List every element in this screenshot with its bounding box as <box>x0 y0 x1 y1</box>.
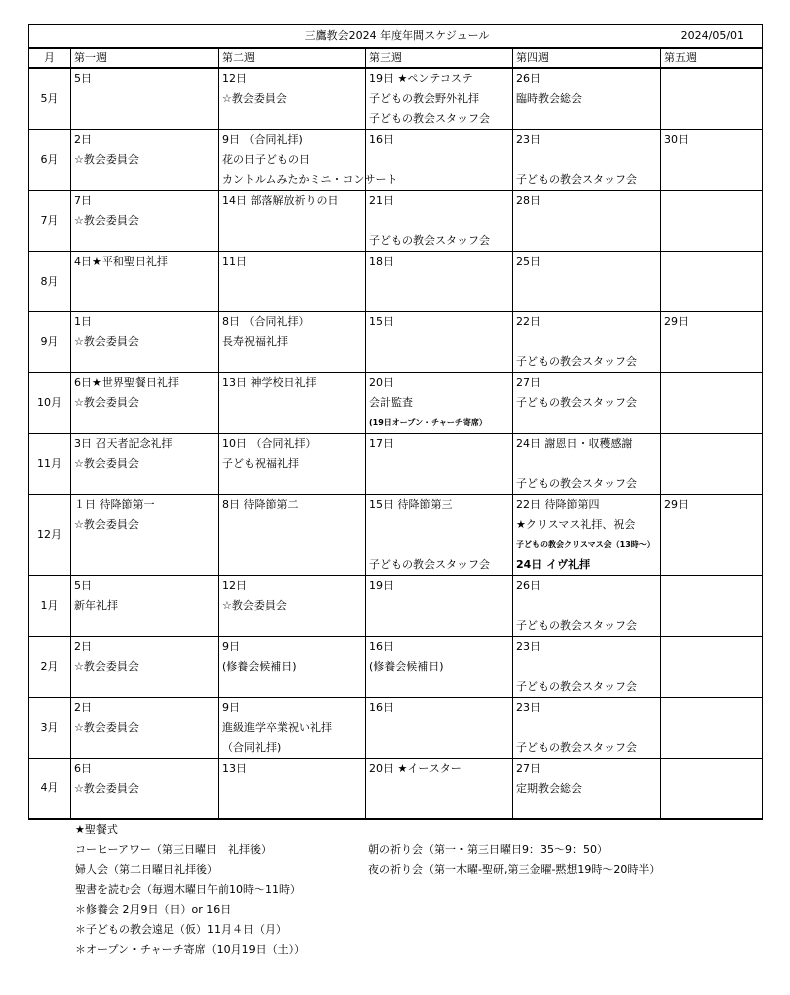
week-cell <box>513 495 661 576</box>
month-label: 12月 <box>29 495 71 576</box>
event-line: (修養会候補日) <box>222 660 297 673</box>
month-row <box>29 759 763 819</box>
event-line: 5日 <box>74 72 92 85</box>
event-line: 9日 <box>222 701 240 714</box>
event-line <box>369 535 512 555</box>
note-line: 婦人会（第二日曜日礼拝後） <box>75 863 218 876</box>
week-cell <box>71 130 219 191</box>
page-title: 三鷹教会2024 年度年間スケジュール <box>304 29 490 42</box>
event-line: 子どもの教会スタッフ会 <box>516 741 637 754</box>
event-line: 19日 <box>369 579 394 592</box>
note-line: ＊修養会 2月9日（日）or 16日 <box>75 903 232 916</box>
event-line: 9日 <box>222 640 240 653</box>
week-cell <box>513 576 661 637</box>
header-row <box>29 48 763 68</box>
month-label: 5月 <box>29 68 71 130</box>
month-label: 2月 <box>29 637 71 698</box>
event-line: ☆教会委員会 <box>74 335 139 348</box>
header-month: 月 <box>29 48 71 68</box>
week-cell <box>366 759 513 819</box>
event-line: 子ども祝福礼拝 <box>222 457 299 470</box>
event-line: 子どもの教会スタッフ会 <box>369 112 490 125</box>
event-line: 19日 ★ペンテコステ <box>369 72 473 85</box>
week-cell <box>366 373 513 434</box>
note-line: ＊子どもの教会遠足（仮）11月４日（月） <box>75 923 287 936</box>
event-line: ☆教会委員会 <box>74 153 139 166</box>
event-line: 28日 <box>516 194 541 207</box>
week-cell <box>661 130 763 191</box>
event-line: 23日 <box>516 133 541 146</box>
month-row <box>29 698 763 759</box>
week-cell <box>513 373 661 434</box>
event-line: 2日 <box>74 701 92 714</box>
week-cell <box>366 434 513 495</box>
week-cell <box>513 312 661 373</box>
header-week-2: 第二週 <box>219 48 366 68</box>
event-line: 新年礼拝 <box>74 599 118 612</box>
event-line: 子どもの教会スタッフ会 <box>516 477 637 490</box>
event-line: 10日 （合同礼拝） <box>222 437 317 450</box>
event-line: 24日 謝恩日・収穫感謝 <box>516 437 633 450</box>
month-row <box>29 68 763 130</box>
event-line <box>369 515 512 535</box>
notes-left <box>75 820 305 960</box>
event-line: 子どもの教会野外礼拝 <box>369 92 479 105</box>
week-cell <box>219 312 366 373</box>
week-cell <box>71 637 219 698</box>
event-line: 12日 <box>222 579 247 592</box>
event-line: 花の日子どもの日 <box>222 153 310 166</box>
week-cell <box>219 434 366 495</box>
event-line: 16日 <box>369 133 394 146</box>
event-line: カントルムみたかミニ・コンサート <box>222 173 398 186</box>
event-line: 25日 <box>516 255 541 268</box>
event-line: 26日 <box>516 579 541 592</box>
event-line: 22日 <box>516 315 541 328</box>
event-line: 子どもの教会スタッフ会 <box>516 396 637 409</box>
week-cell <box>71 191 219 252</box>
header-week-5: 第五週 <box>661 48 763 68</box>
week-cell <box>661 698 763 759</box>
month-row <box>29 495 763 576</box>
week-cell <box>71 312 219 373</box>
event-line: 24日 イヴ礼拝 <box>516 558 591 571</box>
event-line: 15日 <box>369 315 394 328</box>
week-cell <box>513 698 661 759</box>
event-line: 子どもの教会スタッフ会 <box>516 173 637 186</box>
notes-right <box>368 840 660 880</box>
event-line: １日 待降節第一 <box>74 498 155 511</box>
week-cell <box>661 191 763 252</box>
event-line: 子どもの教会スタッフ会 <box>516 619 637 632</box>
week-cell <box>513 191 661 252</box>
week-cell <box>661 252 763 312</box>
month-label: 11月 <box>29 434 71 495</box>
week-cell <box>661 68 763 130</box>
header-week-1: 第一週 <box>71 48 219 68</box>
event-line: 27日 <box>516 376 541 389</box>
week-cell <box>366 637 513 698</box>
week-cell <box>71 68 219 130</box>
event-line: 13日 神学校日礼拝 <box>222 376 317 389</box>
week-cell <box>219 637 366 698</box>
week-cell <box>71 576 219 637</box>
event-line: 14日 部落解放祈りの日 <box>222 194 339 207</box>
event-line: 27日 <box>516 762 541 775</box>
week-cell <box>219 576 366 637</box>
week-cell <box>661 312 763 373</box>
header-week-3: 第三週 <box>366 48 513 68</box>
event-line: 4日★平和聖日礼拝 <box>74 255 168 268</box>
event-line: 29日 <box>664 315 689 328</box>
note-line: ＊オープン・チャーチ寄席（10月19日（土）） <box>75 943 306 956</box>
event-line: 6日 <box>74 762 92 775</box>
event-line <box>516 332 660 352</box>
week-cell <box>513 130 661 191</box>
note-line: 朝の祈り会（第一・第三日曜日9：35～9：50） <box>368 843 608 856</box>
event-line: ☆教会委員会 <box>74 721 139 734</box>
event-line: (修養会候補日) <box>369 660 444 673</box>
event-line: ☆教会委員会 <box>74 457 139 470</box>
month-label: 7月 <box>29 191 71 252</box>
event-line <box>516 150 660 170</box>
month-label: 4月 <box>29 759 71 819</box>
event-line <box>516 454 660 474</box>
event-line: 15日 待降節第三 <box>369 498 453 511</box>
event-line: 22日 待降節第四 <box>516 498 600 511</box>
event-line: 1日 <box>74 315 92 328</box>
event-line: 2日 <box>74 640 92 653</box>
week-cell <box>513 637 661 698</box>
week-cell <box>71 495 219 576</box>
event-line: 20日 ★イースター <box>369 762 462 775</box>
month-row <box>29 191 763 252</box>
header-week-4: 第四週 <box>513 48 661 68</box>
month-row <box>29 252 763 312</box>
event-line: 定期教会総会 <box>516 782 582 795</box>
event-line: ☆教会委員会 <box>74 518 139 531</box>
event-line: 進級進学卒業祝い礼拝 <box>222 721 332 734</box>
event-line: 3日 召天者記念礼拝 <box>74 437 173 450</box>
week-cell <box>661 759 763 819</box>
event-line: 9日 （合同礼拝) <box>222 133 303 146</box>
event-line: (19日オープン・チャーチ寄席） <box>369 418 487 427</box>
event-line: 11日 <box>222 255 247 268</box>
month-label: 10月 <box>29 373 71 434</box>
event-line: 23日 <box>516 701 541 714</box>
month-label: 8月 <box>29 252 71 312</box>
week-cell <box>219 191 366 252</box>
week-cell <box>661 576 763 637</box>
month-row <box>29 130 763 191</box>
week-cell <box>661 434 763 495</box>
event-line: 子どもの教会スタッフ会 <box>369 558 490 571</box>
title-row <box>29 25 763 49</box>
week-cell <box>219 252 366 312</box>
event-line: 会計監査 <box>369 396 413 409</box>
month-label: 1月 <box>29 576 71 637</box>
week-cell <box>71 252 219 312</box>
event-line: 長寿祝福礼拝 <box>222 335 288 348</box>
event-line: 29日 <box>664 498 689 511</box>
note-line: 夜の祈り会（第一木曜-聖研,第三金曜-黙想19時～20時半） <box>368 863 661 876</box>
week-cell <box>219 759 366 819</box>
month-row <box>29 373 763 434</box>
event-line: 8日 待降節第二 <box>222 498 299 511</box>
event-line: ☆教会委員会 <box>74 782 139 795</box>
week-cell <box>366 698 513 759</box>
event-line: ☆教会委員会 <box>74 660 139 673</box>
week-cell <box>661 637 763 698</box>
week-cell <box>71 373 219 434</box>
event-line: 2日 <box>74 133 92 146</box>
event-line: 21日 <box>369 194 394 207</box>
event-line: 12日 <box>222 72 247 85</box>
month-label: 6月 <box>29 130 71 191</box>
week-cell <box>71 759 219 819</box>
week-cell <box>366 495 513 576</box>
event-line: 18日 <box>369 255 394 268</box>
event-line: 7日 <box>74 194 92 207</box>
week-cell <box>366 312 513 373</box>
event-line: 30日 <box>664 133 689 146</box>
event-line: 6日★世界聖餐日礼拝 <box>74 376 179 389</box>
week-cell <box>513 68 661 130</box>
event-line: 子どもの教会スタッフ会 <box>516 680 637 693</box>
week-cell <box>661 373 763 434</box>
event-line: 17日 <box>369 437 394 450</box>
note-line: 聖書を読む会（毎週木曜日午前10時～11時） <box>75 883 301 896</box>
week-cell <box>219 373 366 434</box>
week-cell <box>219 495 366 576</box>
week-cell <box>513 759 661 819</box>
week-cell <box>71 434 219 495</box>
event-line: ☆教会委員会 <box>74 214 139 227</box>
month-label: 9月 <box>29 312 71 373</box>
document-date: 2024/05/01 <box>680 29 745 42</box>
event-line: 20日 <box>369 376 394 389</box>
week-cell <box>219 68 366 130</box>
month-row <box>29 637 763 698</box>
week-cell <box>366 68 513 130</box>
event-line: 臨時教会総会 <box>516 92 582 105</box>
week-cell <box>513 434 661 495</box>
note-line: コーヒーアワー（第三日曜日 礼拝後） <box>75 843 273 856</box>
event-line: ★クリスマス礼拝、祝会 <box>516 518 636 531</box>
event-line: 16日 <box>369 640 394 653</box>
event-line: 16日 <box>369 701 394 714</box>
event-line <box>369 211 512 231</box>
event-line: 8日 （合同礼拝） <box>222 315 310 328</box>
event-line: 23日 <box>516 640 541 653</box>
month-row <box>29 576 763 637</box>
week-cell <box>366 252 513 312</box>
week-cell <box>219 698 366 759</box>
week-cell <box>661 495 763 576</box>
schedule-table <box>28 24 763 820</box>
event-line <box>516 596 660 616</box>
event-line: 子どもの教会スタッフ会 <box>516 355 637 368</box>
event-line <box>516 718 660 738</box>
event-line: （合同礼拝) <box>222 741 282 754</box>
week-cell <box>71 698 219 759</box>
week-cell <box>513 252 661 312</box>
event-line: ☆教会委員会 <box>74 396 139 409</box>
month-row <box>29 434 763 495</box>
week-cell <box>366 191 513 252</box>
month-label: 3月 <box>29 698 71 759</box>
month-row <box>29 312 763 373</box>
week-cell <box>366 576 513 637</box>
event-line: 5日 <box>74 579 92 592</box>
event-line: 子どもの教会クリスマス会（13時～） <box>516 540 655 549</box>
event-line: 子どもの教会スタッフ会 <box>369 234 490 247</box>
event-line: ☆教会委員会 <box>222 599 287 612</box>
note-line: ★聖餐式 <box>75 823 118 836</box>
event-line: 26日 <box>516 72 541 85</box>
event-line: ☆教会委員会 <box>222 92 287 105</box>
event-line: 13日 <box>222 762 247 775</box>
event-line <box>516 657 660 677</box>
